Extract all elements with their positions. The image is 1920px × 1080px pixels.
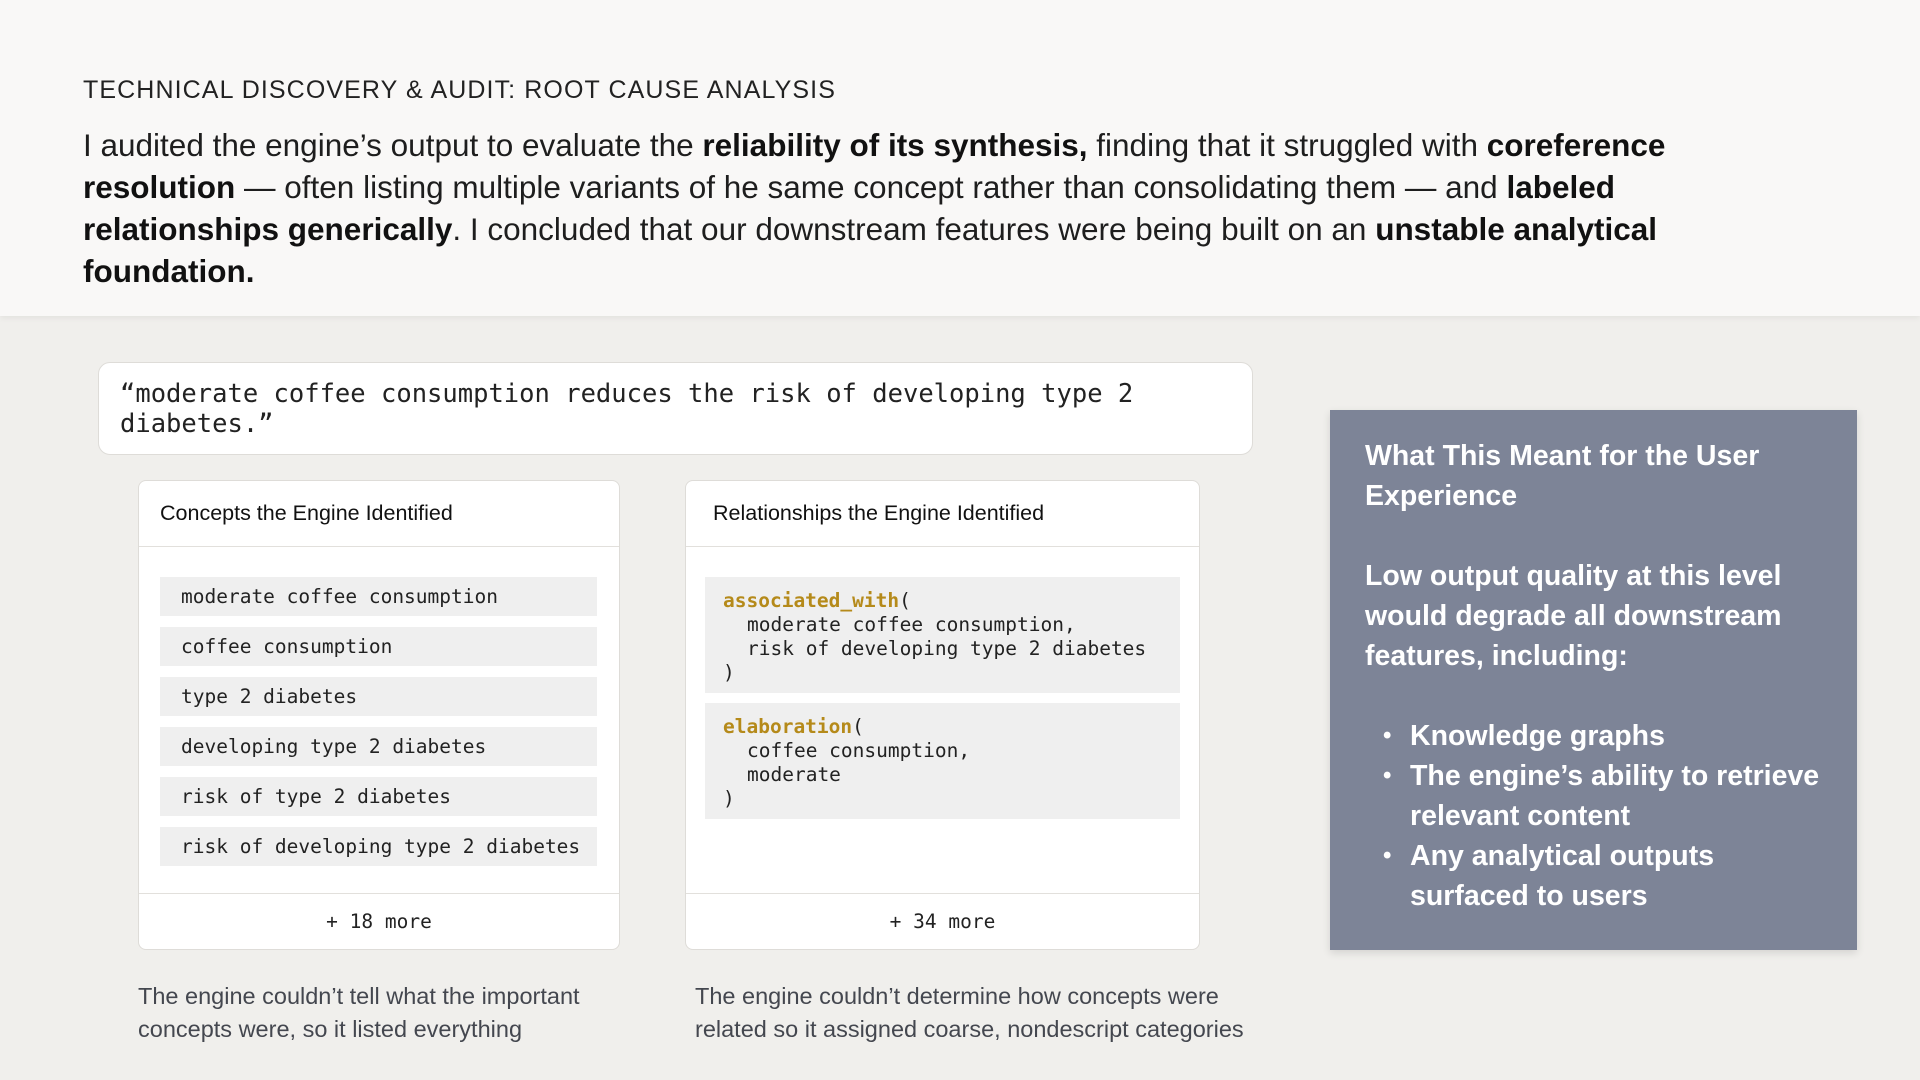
relationship-function-name: elaboration xyxy=(723,715,853,738)
panel-title: What This Meant for the User Experience xyxy=(1365,440,1760,512)
intro-emphasis: reliability of its synthesis, xyxy=(702,127,1088,163)
relationship-block: associated_with( moderate coffee consumption, risk of developing type 2 diabetes ) xyxy=(705,577,1180,693)
panel-bullet xyxy=(1375,836,1823,916)
intro-text: finding that it struggled with xyxy=(1087,127,1487,163)
relationships-more-count: + 34 more xyxy=(686,893,1199,949)
relationship-argument: moderate coffee consumption, xyxy=(747,613,1076,636)
section-eyebrow: TECHNICAL DISCOVERY & AUDIT: ROOT CAUSE ANALYSIS xyxy=(83,76,836,104)
intro-emphasis: unstable analytical foundation. xyxy=(83,211,1658,289)
concept-chip: moderate coffee consumption xyxy=(160,577,597,616)
relationship-argument: coffee consumption, xyxy=(747,739,971,762)
relationships-card xyxy=(685,480,1200,950)
relationships-card-title: Relationships the Engine Identified xyxy=(686,481,1199,547)
relationship-argument: risk of developing type 2 diabetes xyxy=(747,637,1147,660)
relationships-caption: The engine couldn’t determine how concepts were related so it assigned coarse, nondescript categories xyxy=(695,983,1244,1042)
concepts-card-title: Concepts the Engine Identified xyxy=(139,481,619,547)
concepts-card xyxy=(138,480,620,950)
intro-text: . I concluded that our downstream features were being built on an xyxy=(452,211,1376,247)
concept-chip: risk of developing type 2 diabetes xyxy=(160,827,597,866)
panel-bullet-text: Any analytical outputs surfaced to users xyxy=(1410,840,1715,912)
relationship-argument: moderate xyxy=(747,763,841,786)
bullet-icon: • xyxy=(1383,842,1392,869)
intro-emphasis: labeled relationships generically xyxy=(83,169,1615,247)
concepts-more-count: + 18 more xyxy=(139,893,619,949)
relationship-function-name: associated_with xyxy=(723,589,900,612)
panel-bullet-list xyxy=(1365,716,1823,916)
panel-bullet-text: The engine’s ability to retrieve relevant content xyxy=(1410,760,1820,832)
bullet-icon: • xyxy=(1383,722,1392,749)
concept-chip: developing type 2 diabetes xyxy=(160,727,597,766)
panel-bullet-text: Knowledge graphs xyxy=(1410,720,1665,752)
panel-body: Low output quality at this level would degrade all downstream features, including: xyxy=(1365,560,1782,672)
panel-bullet xyxy=(1375,716,1823,756)
concepts-list xyxy=(160,577,597,877)
bullet-icon: • xyxy=(1383,762,1392,789)
intro-text: — often listing multiple variants of he same concept rather than consolidating them — and xyxy=(235,169,1507,205)
concept-chip: type 2 diabetes xyxy=(160,677,597,716)
concept-chip: risk of type 2 diabetes xyxy=(160,777,597,816)
panel-bullet xyxy=(1375,756,1823,836)
intro-text: I audited the engine’s output to evaluate the xyxy=(83,127,703,163)
intro-emphasis: coreference resolution xyxy=(83,127,1666,205)
intro-paragraph xyxy=(83,124,1783,292)
concept-chip: coffee consumption xyxy=(160,627,597,666)
ux-impact-panel xyxy=(1330,410,1857,950)
concepts-caption: The engine couldn’t tell what the important concepts were, so it listed everything xyxy=(138,983,580,1042)
header-section xyxy=(0,0,1920,316)
relationship-block: elaboration( coffee consumption, moderate ) xyxy=(705,703,1180,819)
example-quote: “moderate coffee consumption reduces the risk of developing type 2 diabetes.” xyxy=(98,362,1253,455)
relationships-list xyxy=(705,577,1180,829)
